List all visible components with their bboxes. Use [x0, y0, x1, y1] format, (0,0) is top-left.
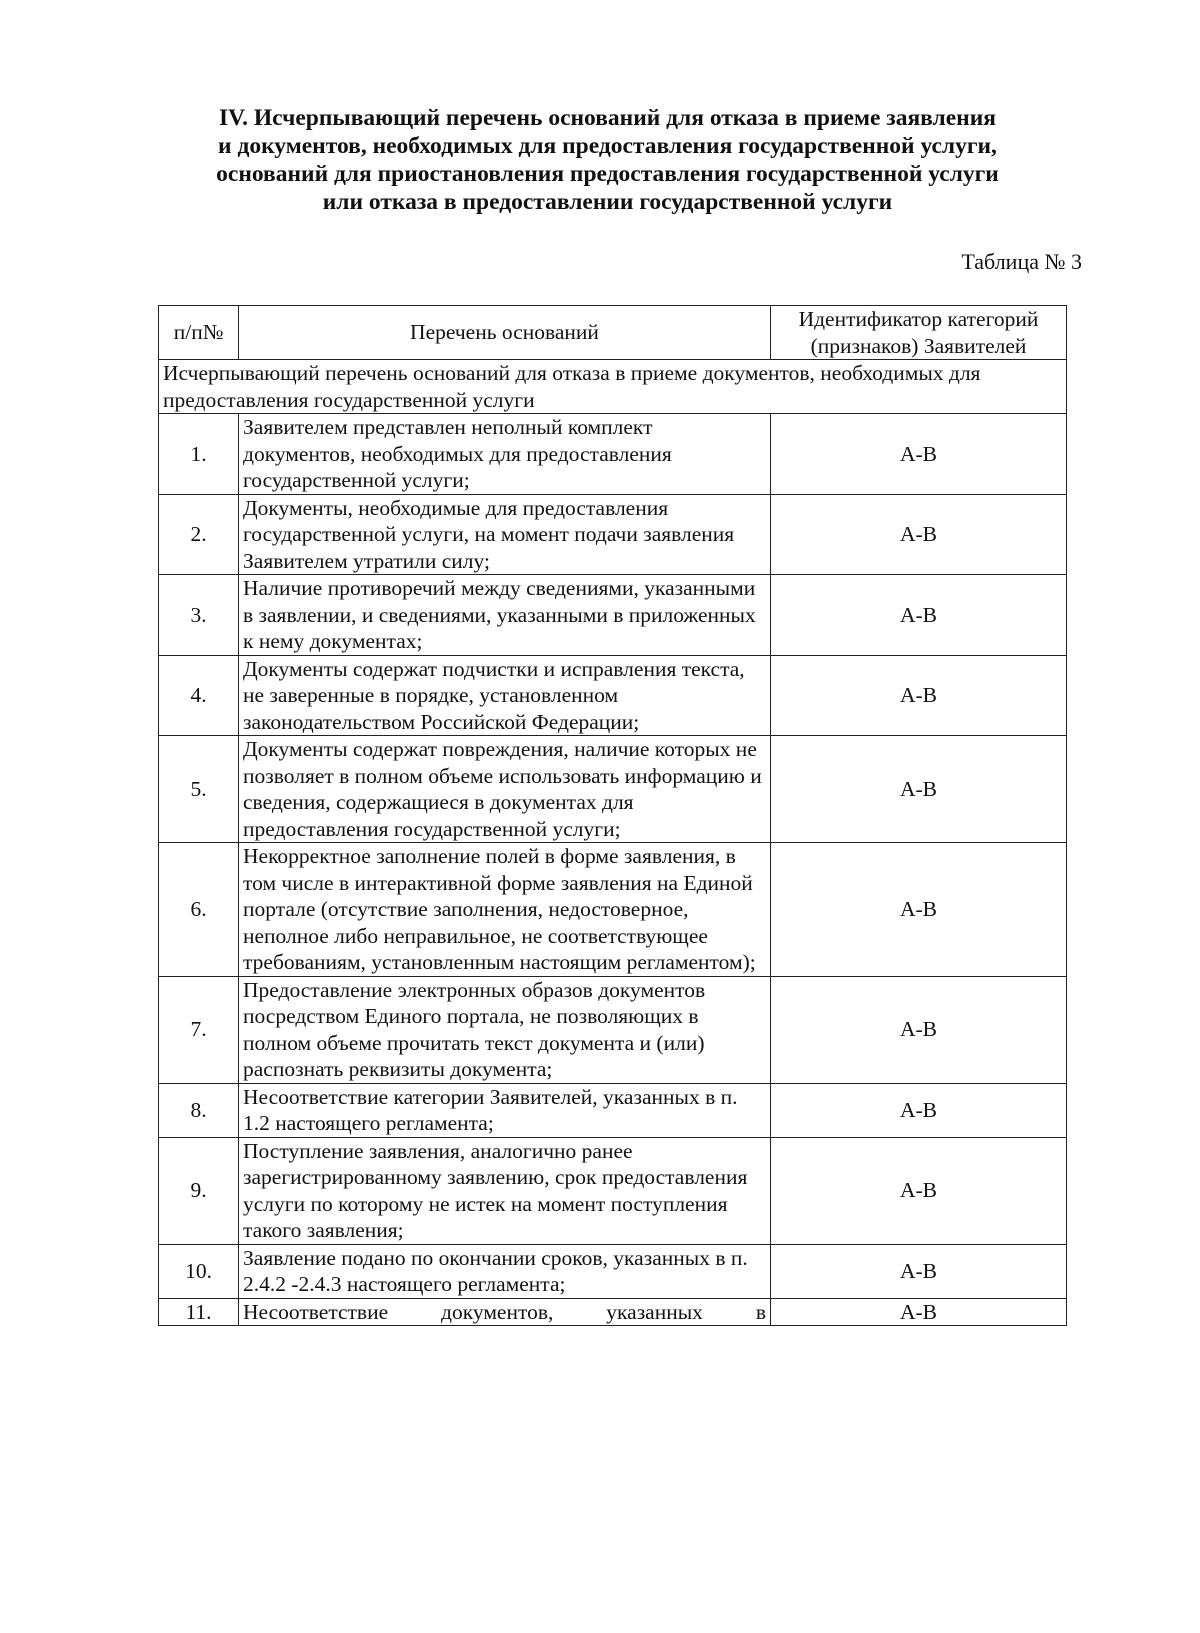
row-number: 7. — [159, 976, 239, 1083]
row-category: А-В — [771, 494, 1067, 575]
table-row — [159, 575, 1067, 656]
table-row — [159, 1244, 1067, 1298]
row-category: А-В — [771, 1137, 1067, 1244]
row-ground: Документы содержат повреждения, наличие которых не позволяет в полном объеме использовать информацию и сведения, содержащиеся в документах для предоставления государственной услуги; — [239, 736, 771, 843]
row-ground: Заявление подано по окончании сроков, указанных в п. 2.4.2 -2.4.3 настоящего регламента; — [239, 1244, 771, 1298]
row-number: 11. — [159, 1298, 239, 1325]
row-number: 9. — [159, 1137, 239, 1244]
row-number: 6. — [159, 843, 239, 977]
row-number: 3. — [159, 575, 239, 656]
row-category: А-В — [771, 1298, 1067, 1325]
heading-line: IV. Исчерпывающий перечень оснований для отказа в приеме заявления — [219, 105, 996, 131]
row-ground: Документы содержат подчистки и исправления текста, не заверенные в порядке, установленном законодательством Российской Федерации; — [239, 655, 771, 736]
row-ground: Наличие противоречий между сведениями, указанными в заявлении, и сведениями, указанными в приложенных к нему документах; — [239, 575, 771, 656]
row-number: 8. — [159, 1083, 239, 1137]
table-row — [159, 1083, 1067, 1137]
heading-line: оснований для приостановления предоставления государственной услуги — [216, 161, 999, 187]
row-category: А-В — [771, 575, 1067, 656]
row-ground: Поступление заявления, аналогично ранее зарегистрированному заявлению, срок предоставления услуги по которому не истек на момент поступления такого заявления; — [239, 1137, 771, 1244]
row-number: 4. — [159, 655, 239, 736]
header-grounds-list: Перечень оснований — [239, 306, 771, 360]
grounds-table — [158, 305, 1067, 1326]
table-row — [159, 655, 1067, 736]
row-number: 10. — [159, 1244, 239, 1298]
table-row — [159, 976, 1067, 1083]
table-row — [159, 1137, 1067, 1244]
row-category: А-В — [771, 655, 1067, 736]
row-category: А-В — [771, 1244, 1067, 1298]
row-ground: Некорректное заполнение полей в форме заявления, в том числе в интерактивной форме заявления на Единой портале (отсутствие заполнения, недостоверное, неполное либо неправильное, не соответствующее требованиям, установленным настоящим регламентом); — [239, 843, 771, 977]
table-row — [159, 736, 1067, 843]
table-row — [159, 494, 1067, 575]
table-caption: Таблица № 3 — [961, 249, 1082, 274]
row-ground: Предоставление электронных образов документов посредством Единого портала, не позволяющих в полном объеме прочитать текст документа и (или) распознать реквизиты документа; — [239, 976, 771, 1083]
row-ground: Несоответствие документов, указанных в — [239, 1298, 771, 1325]
row-number: 1. — [159, 414, 239, 495]
row-category: А-В — [771, 736, 1067, 843]
header-category-id: Идентификатор категорий (признаков) Заявителей — [771, 306, 1067, 360]
table-row — [159, 843, 1067, 977]
table-row — [159, 1298, 1067, 1325]
header-num: п/п№ — [159, 306, 239, 360]
row-category: А-В — [771, 414, 1067, 495]
section-row — [159, 360, 1067, 414]
heading-line: или отказа в предоставлении государственной услуги — [322, 189, 893, 215]
row-ground: Заявителем представлен неполный комплект документов, необходимых для предоставления государственной услуги; — [239, 414, 771, 495]
row-number: 5. — [159, 736, 239, 843]
row-ground: Несоответствие категории Заявителей, указанных в п. 1.2 настоящего регламента; — [239, 1083, 771, 1137]
row-category: А-В — [771, 843, 1067, 977]
row-ground: Документы, необходимые для предоставления государственной услуги, на момент подачи заявления Заявителем утратили силу; — [239, 494, 771, 575]
table-header-row — [159, 306, 1067, 360]
heading-line: и документов, необходимых для предоставления государственной услуги, — [218, 133, 997, 159]
row-number: 2. — [159, 494, 239, 575]
row-category: А-В — [771, 976, 1067, 1083]
section-heading — [150, 104, 1065, 216]
section-title: Исчерпывающий перечень оснований для отказа в приеме документов, необходимых для предоставления государственной услуги — [159, 360, 1067, 414]
table-row — [159, 414, 1067, 495]
row-category: А-В — [771, 1083, 1067, 1137]
